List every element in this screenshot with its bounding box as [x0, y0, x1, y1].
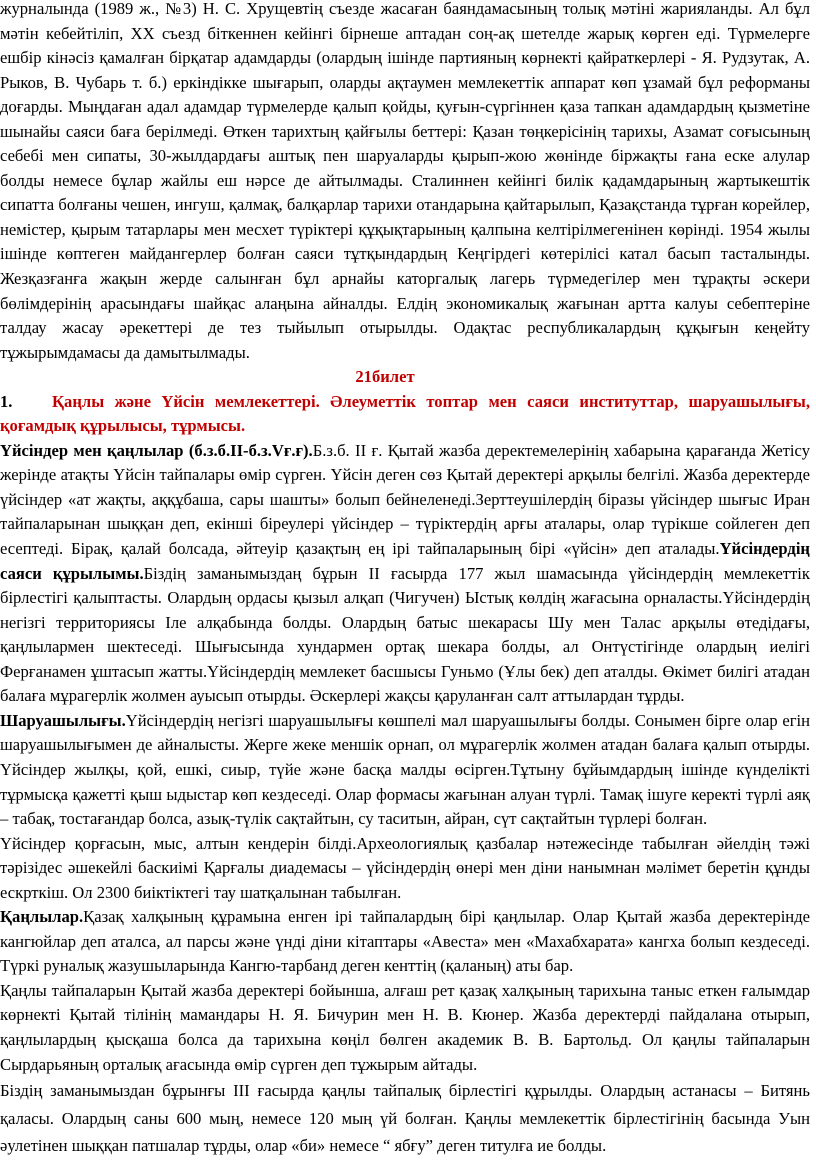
- paragraph-union: [0, 1077, 810, 1160]
- paragraph-text: Қазақ халқының құрамына енген ірі тайпалардың бірі қаңлылар. Олар Қытай жазба деректерінде кангюйлар деп аталса, ал парсы және үнді діни кітаптары «Авеста» мен «Махабхарата» кангха болып кездеседі. Түркі руналық жазушыларында Кангю-тарбанд деген кенттің (қаланың) аты бар.: [0, 907, 810, 976]
- paragraph-metals: [0, 832, 810, 906]
- paragraph-text: Біздің заманымыздаң бұрын ІІ ғасырда 177 жыл шамасында үйсіндердің мемлекеттік бірлестігі қалыптасты. Олардың ордасы қызыл алқап (Чигучен) Ыстық көлдің жағасына орналасты.Үйсіндердің негізгі территориясы Іле алқабында болды. Олардың батыс шекарасы Шу мен Талас арқылы өтедідағы, қаңлылармен шектеседі. Шығысында хундармен ортақ шекара болды, ал Онтүстігінде олардың иелігі Ферғанамен ұштасып жатты.Үйсіндердің мемлекет басшысы Гуньмо (Ұлы бек) деп аталды. Өкімет билігі атадан балаға мұрагерлік жолмен ауысып отырды. Әскерлері жақсы қаруланған салт аттылардан тұрды.: [0, 563, 810, 706]
- paragraph-lead: Қаңлылар.: [0, 907, 84, 927]
- paragraph-scholars: [0, 979, 810, 1077]
- paragraph-text: Үйсіндер қорғасын, мыс, алтын кендерін білді.Археологиялық қазбалар нәтежесінде табылған әйелдің тәжі тәрізідес әшекейлі баскиімі Қарғалы диадемасы – үйсіндердің өнері мен діни нанымнан мәлімет беретін құнды ескрткіш. Ол 2300 биіктіктегі тау шатқалынан табылған.: [0, 833, 810, 902]
- paragraph-text: Б.з.б. ІІ ғ. Қытай жазба деректемелерінің хабарына қарағанда Жетісу жерінде атақты Үйсін тайпалары өмір сүрген. Үйсін деген сөз Қытай деректері арқылы белгілі. Жазба деректерде үйсіндер «ат жақты, аққұбаша, сары шашты» болып бейнеленеді.Зерттеушілердің біразы үйсіндер шығыс Иран тайпаларынан шыққан деп, екінші біреулері үйсіндер – түріктердің арғы аталары, олар түрікше сойлеген деп есептеді. Бірақ, қалай болсада, әйтеуір қазақтың ең ірі тайпаларының бірі «үйсін» деп аталады.: [0, 440, 810, 559]
- paragraph-kangly: [0, 905, 810, 979]
- ticket-title: 21билет: [355, 367, 415, 387]
- paragraph-lead: Үйсіндердің саяси құрылымы.: [0, 539, 810, 583]
- paragraph-usun-intro: [0, 439, 810, 709]
- paragraph-lead: Үйсіндер мен қаңлылар (б.з.б.ІІ-б.з.Vғ.ғ).: [0, 440, 313, 460]
- paragraph-text: Қаңлы тайпаларын Қытай жазба деректері бойынша, алғаш рет қазақ халқының тарихына таныс еткен ғалымдар көрнекті Қытай тілінің мамандары Н. Я. Бичурин мен Н. В. Кюнер. Жазба деректерді пайдалана отырып, қаңлылардың қысқаша болса да тарихына көңіл бөлген академик В. В. Бартольд. Ол қаңлы тайпаларын Сырдарьяның орталық ағасында өмір сүрген деп тұжырым айтады.: [0, 980, 810, 1074]
- paragraph-economy: [0, 709, 810, 832]
- question-heading: [0, 390, 810, 439]
- paragraph-lead: Шаруашылығы.: [0, 710, 126, 730]
- intro-paragraph: журналында (1989 ж., №3) Н. С. Хрущевтің съезде жасаған баяндамасының толық мәтіні жарияланды. Ал бұл мәтін кебейтіліп, XX съезд біткеннен кейінгі бірнеше аптадан соң-ақ шетелде жарық көрген еді. Түрмелерге ешбір кінәсіз қамалған бірқатар адамдарды (олардың ішінде партияның көрнекті қайраткерлері - Я. Рудзутак, А. Рыков, В. Чубарь т. б.) еркіндікке шығарып, оларды ақтаумен мемлекеттік аппарат көп ұзамай бұл реформаны доғарды. Мыңдаған адал адамдар түрмелерде қалып қойды, қуғын-сүргіннен қаза тапкан адамдардың қызметіне шынайы саяси баға берілмеді. Өткен тарихтың қайғылы беттері: Қазан төңкерісінің тарихы, Азамат соғысының себебі мен сипаты, 30-жылдардағы аштық пен шаруаларды қырып-жою жөнінде біржақты ғана еске алулар болды немесе бұлар жайлы еш нәрсе де айтылмады. Сталиннен кейінгі билік қадамдарының жартыкештік сипатта болғаны чешен, ингуш, қалмақ, балқарлар тарихи отандарына қайтарылып, Қазақстанда тұрған корейлер, немістер, қырым татарлары мен месхет түріктері құқықтарының қалпына келтірілмегенінен көрінді. 1954 жылы ішінде көптеген майдангерлер болған саяси тұтқындардың Кеңгірдегі көтерілісі катал басып тасталынды. Жезқазғанға жақын жерде салынған бұл арнайы каторгалық лагерь түрмедегілер мен тұрақты әскери бөлімдерінің арасындағы шайқас алаңына айналды. Елдің экономикалық жағынан артта калуы себептеріне талдау жасау әрекеттері де тез тыйылып отырылды. Одақтас республикалардың құқығын кеңейту тұжырымдамасы да дамытылмады.: [0, 0, 810, 362]
- question-number: 1.: [0, 391, 13, 411]
- paragraph-text: Біздің заманымыздан бұрынғы ІІІ ғасырда қаңлы тайпалық бірлестігі құрылды. Олардың астанасы – Битянь қаласы. Олардың саны 600 мың, немесе 120 мың үй болған. Қаңлы мемлекеттік бірлестігінің басында Уын әулетінен шыққан патшалар тұрды, олар «би» немесе “ ябғу” деген титулға ие болды.: [0, 1081, 810, 1156]
- paragraph-text: Үйсіндердің негізгі шаруашылығы көшпелі мал шаруашылығы болды. Сонымен бірге олар егін шаруашылығымен де айналысты. Жерге жеке меншік орнап, ол мұрагерлік жолмен атадан балаға қалып отырды. Үйсіндер жылқы, қой, ешкі, сиыр, түйе және басқа малды өсірген.Тұтыну бұйымдардың ішінде күнделікті тұрмысқа қажетті қыш ыдыстар көп кездеседі. Олар формасы жағынан алуан түрлі. Тамақ ішуге керекті түрлі аяқ – табақ, тостағандар болса, азық-түлік сақтайтын, су таситын, айран, сүт сақтайтын түрлері болған.: [0, 710, 810, 829]
- question-title: Қаңлы және Үйсін мемлекеттері. Әлеуметтік топтар мен саяси институттар, шаруашылығы, қоғамдық құрылысы, тұрмысы.: [0, 391, 810, 436]
